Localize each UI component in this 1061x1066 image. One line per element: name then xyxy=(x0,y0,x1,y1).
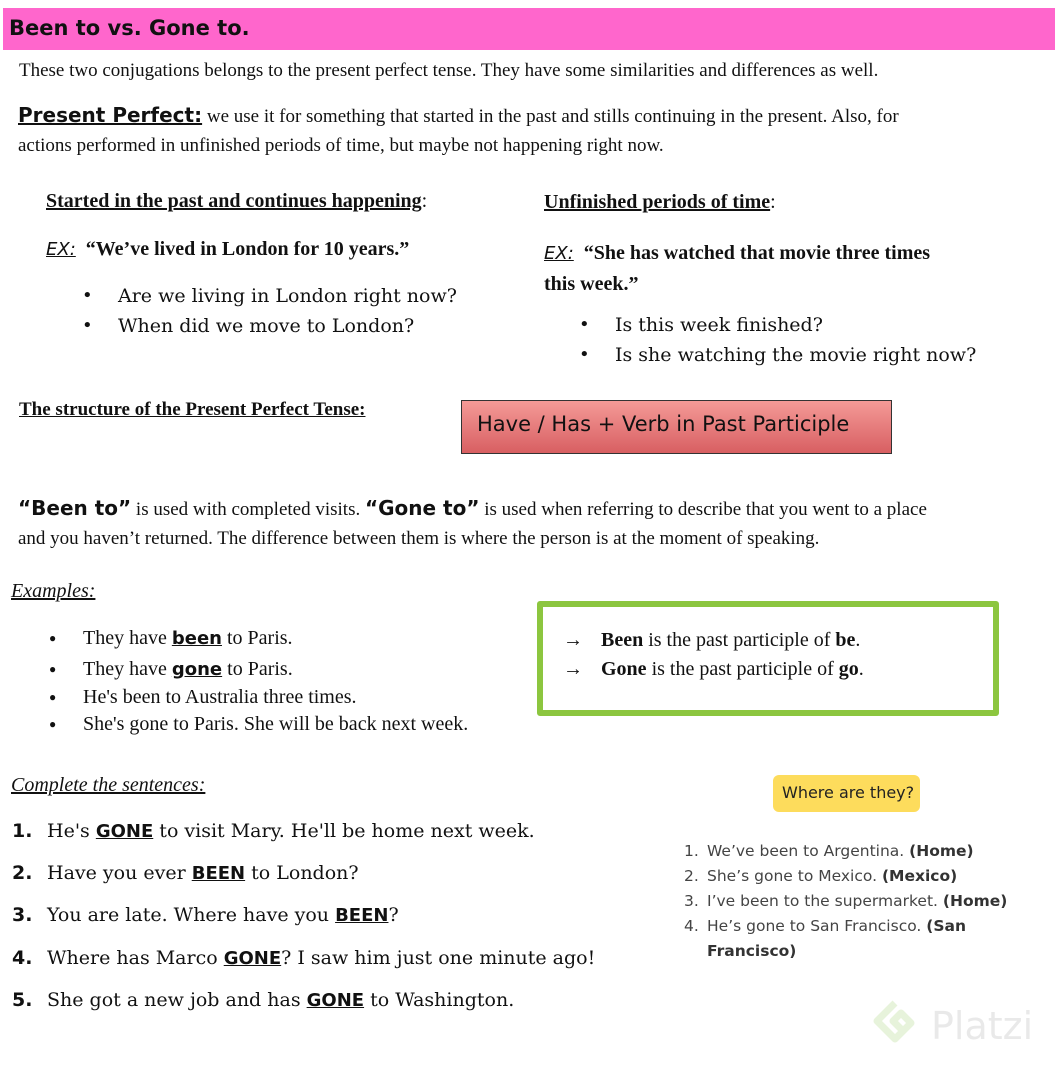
right-example xyxy=(544,238,930,299)
list-item: ● They have gone to Paris. xyxy=(46,655,468,684)
present-perfect-line2: actions performed in unfinished periods of time, but maybe not happening right now. xyxy=(18,135,664,156)
list-item: ● He's been to Australia three times. xyxy=(46,684,468,711)
right-example-line2: this week.” xyxy=(544,273,639,295)
list-item: 2. Have you ever BEEN to London? xyxy=(12,862,359,884)
list-item: ● She's gone to Paris. She will be back next week. xyxy=(46,711,468,738)
right-ex-label: EX: xyxy=(544,243,574,264)
gone-keyword: gone xyxy=(171,659,223,680)
list-item: 4. Where has Marco GONE? I saw him just one minute ago! xyxy=(12,947,596,969)
list-item: • Is she watching the movie right now? xyxy=(579,340,976,370)
formula-box xyxy=(461,400,892,454)
arrow-icon: → xyxy=(563,629,583,651)
left-questions xyxy=(82,281,457,341)
list-item: • When did we move to London? xyxy=(82,311,457,341)
present-perfect-line1: we use it for something that started in the past and stills continuing in the present. Also, for xyxy=(206,106,899,127)
where-list xyxy=(684,842,1044,972)
list-item: 3. I’ve been to the supermarket. (Home) xyxy=(684,892,1008,910)
platzi-watermark xyxy=(873,997,1053,1057)
right-column-heading: Unfinished periods of time: xyxy=(544,191,776,213)
badge-text: Where are they? xyxy=(782,783,915,802)
list-item: • Is this week finished? xyxy=(579,310,976,340)
gone-participle-line: → Gone is the past participle of go. xyxy=(563,658,864,680)
been-gone-text2: is used when referring to describe that you went to a place xyxy=(479,499,927,520)
complete-heading: Complete the sentences: xyxy=(11,774,206,796)
left-example xyxy=(46,238,409,261)
left-ex-label: EX: xyxy=(46,239,76,260)
list-item: 3. You are late. Where have you BEEN? xyxy=(12,904,399,926)
been-gone-line2: and you haven’t returned. The difference between them is where the person is at the moment of speaking. xyxy=(18,528,820,549)
list-item: • Are we living in London right now? xyxy=(82,281,457,311)
been-participle-line: → Been is the past participle of be. xyxy=(563,629,861,651)
right-questions xyxy=(579,310,976,370)
formula-text: Have / Has + Verb in Past Participle xyxy=(477,412,850,436)
intro-text: These two conjugations belongs to the present perfect tense. They have some similarities and differences as well. xyxy=(19,60,879,81)
left-column-heading: Started in the past and continues happening: xyxy=(46,190,428,212)
examples-list xyxy=(46,624,468,738)
title-bar xyxy=(3,8,1055,50)
complete-list xyxy=(12,820,672,1020)
where-are-they-badge xyxy=(773,775,920,812)
list-item: ● They have been to Paris. xyxy=(46,624,468,655)
been-gone-text1: is used with completed visits. xyxy=(131,499,365,520)
been-gone-paragraph xyxy=(18,494,1053,553)
arrow-icon: → xyxy=(563,658,583,680)
right-heading-text: Unfinished periods of time xyxy=(544,191,771,213)
present-perfect-label: Present Perfect: xyxy=(18,103,203,127)
gone-to-label: “Gone to” xyxy=(364,496,480,520)
list-item: 1. He's GONE to visit Mary. He'll be home next week. xyxy=(12,820,535,842)
been-to-label: “Been to” xyxy=(18,496,132,520)
list-item: 1. We’ve been to Argentina. (Home) xyxy=(684,842,974,860)
been-keyword: been xyxy=(171,628,222,649)
platzi-logo-icon xyxy=(873,997,1053,1057)
participle-box xyxy=(537,601,999,716)
list-item: 5. She got a new job and has GONE to Washington. xyxy=(12,989,515,1011)
list-item-continued: Francisco) xyxy=(707,942,797,960)
list-item: 4. He’s gone to San Francisco. (San xyxy=(684,917,967,935)
left-example-text: “We’ve lived in London for 10 years.” xyxy=(85,238,410,260)
list-item: 2. She’s gone to Mexico. (Mexico) xyxy=(684,867,958,885)
left-heading-text: Started in the past and continues happening xyxy=(46,190,422,212)
present-perfect-paragraph xyxy=(18,101,1048,160)
structure-heading: The structure of the Present Perfect Tense: xyxy=(19,399,366,420)
right-example-line1: “She has watched that movie three times xyxy=(583,242,931,264)
examples-heading: Examples: xyxy=(11,580,96,602)
page-title: Been to vs. Gone to. xyxy=(9,16,250,40)
watermark-text: Platzi xyxy=(931,1004,1034,1048)
